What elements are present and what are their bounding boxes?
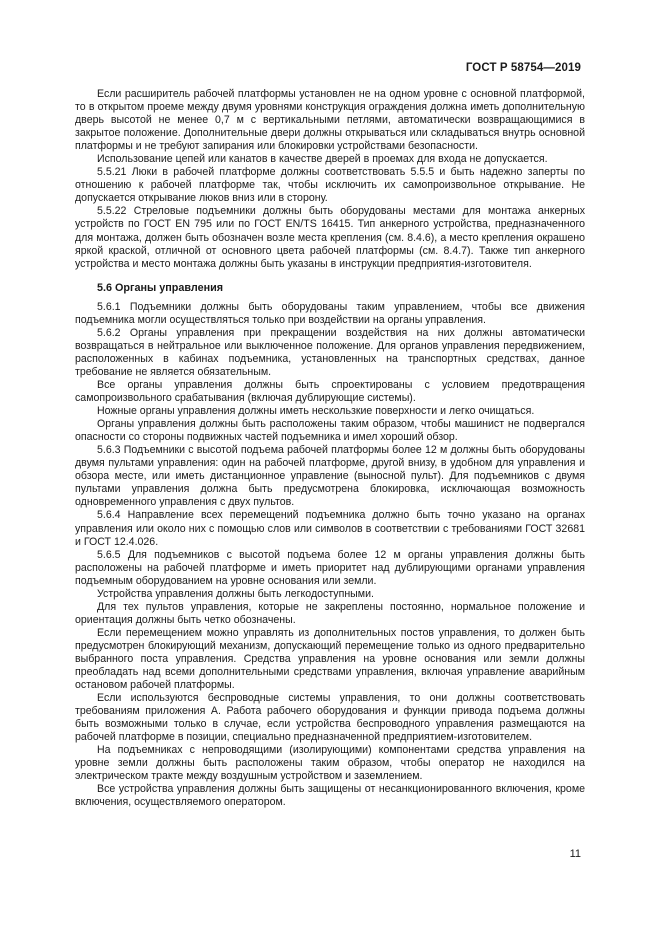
paragraph: Все устройства управления должны быть защищены от несанкционированного включения, кроме включения, осуществляемого оператором.: [75, 783, 585, 809]
paragraph: Устройства управления должны быть легкодоступными.: [97, 587, 374, 600]
document-header: ГОСТ Р 58754—2019: [465, 62, 581, 74]
paragraph: 5.6.2 Органы управления при прекращении воздействия на них должны автоматически возвращаться в нейтральное или выключенное положение. Для органов управления передвижением, расположенных в кабинах подъемника, установленных на транспортных средствах, данное требование не является обязательным.: [75, 326, 585, 378]
paragraph: 5.5.21 Люки в рабочей платформе должны соответствовать 5.5.5 и быть надежно заперты по отношению к рабочей платформе так, чтобы исключить их самопроизвольное открывание. Не допускается открывание люков вниз или в сторону.: [75, 166, 585, 205]
paragraph: Если расширитель рабочей платформы установлен не на одном уровне с основной платформой, то в открытом проеме между двумя уровнями конструкция ограждения должна иметь дополнительную дверь высотой не менее 0,7 м с вертикальными петлями, автоматически возвращающимися в закрытое положение. Дополнительные двери должны открываться или складываться внутрь основной платформы и не требуют запирания или блокировки устройствами безопасности.: [75, 88, 585, 153]
paragraphs-after: [75, 301, 585, 810]
paragraph: 5.6.3 Подъемники с высотой подъема рабочей платформы более 12 м должны быть оборудованы двумя пультами управления: один на рабочей платформе, другой внизу, в удобном для управления и обзора месте, или иметь дистанционное управление (выносной пульт). Для подъемников с двумя пультами управления должна быть предусмотрена блокировка, исключающая возможность одновременного управления с двух пультов.: [75, 444, 585, 509]
document-body: [75, 88, 585, 810]
paragraph: 5.6.1 Подъемники должны быть оборудованы таким управлением, чтобы все движения подъемника могли осуществляться только при воздействии на органы управления.: [75, 300, 585, 326]
paragraph: Для тех пультов управления, которые не закреплены постоянно, нормальное положение и ориентация должны быть четко обозначены.: [75, 600, 585, 626]
paragraph: Использование цепей или канатов в качестве дверей в проемах для входа не допускается.: [97, 153, 548, 166]
paragraph: Если перемещением можно управлять из дополнительных постов управления, то должен быть предусмотрен блокирующий механизм, допускающий перемещение только из одного предварительно выбранного поста управления. Средства управления на уровне основания или земли должны преобладать над всеми дополнительными средствами управления, включая управление аварийным остановом рабочей платформы.: [75, 626, 585, 692]
paragraph: На подъемниках с непроводящими (изолирующими) компонентами средства управления на уровне земли должны быть расположены таким образом, чтобы оператор не находился на электрическом тракте между воздушным устройством и заземлением.: [75, 744, 585, 783]
paragraph: 5.5.22 Стреловые подъемники должны быть оборудованы местами для монтажа анкерных устройств по ГОСТ EN 795 или по ГОСТ EN/TS 16415. Тип анкерного устройства, предназначенного для монтажа, должен быть обозначен возле места крепления (см. 8.4.6), а место крепления окрашено яркой краской, отличной от основного цвета рабочей платформы (см. 8.4.7). Также тип анкерного устройства и место монтажа должны быть указаны в инструкции предприятия-изготовителя.: [75, 205, 585, 270]
paragraphs-before: [75, 88, 585, 271]
paragraph: Ножные органы управления должны иметь нескользкие поверхности и легко очищаться.: [97, 405, 535, 418]
page-number: 11: [569, 848, 581, 860]
paragraph: Органы управления должны быть расположены таким образом, чтобы машинист не подвергался опасности со стороны подвижных частей подъемника и имел хороший обзор.: [75, 418, 585, 444]
paragraph: 5.6.4 Направление всех перемещений подъемника должно быть точно указано на органах управления или около них с помощью слов или символов в соответствии с требованиями ГОСТ 32681 и ГОСТ 12.4.026.: [75, 509, 585, 548]
paragraph: Если используются беспроводные системы управления, то они должны соответствовать требованиям приложения А. Работа рабочего оборудования и функции привода подъема должны быть возможными только в случае, если устройства беспроводного управления размещаются на рабочей платформе в позиции, специально предназначенной предприятием-изготовителем.: [75, 692, 585, 744]
paragraph: 5.6.5 Для подъемников с высотой подъема более 12 м органы управления должны быть расположены на рабочей платформе и иметь приоритет над дублирующими органами управления подъемным оборудованием на уровне основания или земли.: [75, 548, 585, 587]
section-heading: 5.6 Органы управления: [97, 281, 224, 294]
paragraph: Все органы управления должны быть спроектированы с условием предотвращения самопроизвольного срабатывания (включая дублирующие системы).: [75, 378, 585, 405]
